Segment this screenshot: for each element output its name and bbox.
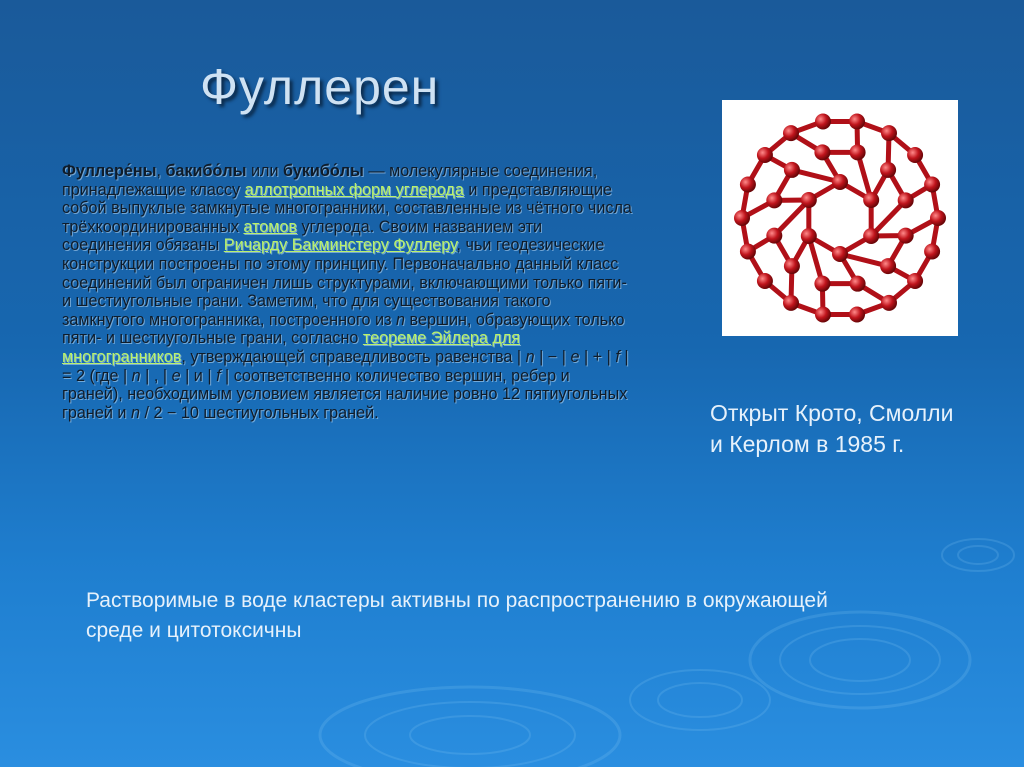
- text-segment: | , |: [140, 366, 172, 385]
- separator: или: [246, 162, 284, 180]
- text-segment: | соответственно количество вершин, ребер и граней), необходимым условием является наличие ровно 12 пятиугольных граней и: [62, 366, 628, 422]
- text-segment: и представляющие собой выпуклые замкнутые многогранники, составленные из чётного числа трёхкоординированных: [62, 180, 632, 236]
- toxicity-note: Растворимые в воде кластеры активны по распространению в окружающей среде и цитотоксичны: [86, 589, 828, 642]
- atom: [784, 162, 800, 178]
- var-f: f: [615, 347, 620, 366]
- text-segment: | − |: [534, 347, 571, 366]
- atom: [814, 144, 830, 160]
- atom: [815, 113, 831, 129]
- atom: [880, 162, 896, 178]
- atom: [783, 295, 799, 311]
- atom: [849, 307, 865, 323]
- var-e: e: [171, 366, 181, 385]
- var-n: n: [131, 366, 141, 385]
- atom: [930, 210, 946, 226]
- atom: [880, 258, 896, 274]
- atom: [740, 244, 756, 260]
- atom: [766, 228, 782, 244]
- link-allotropes[interactable]: аллотропных форм углерода: [244, 180, 464, 199]
- separator: ,: [156, 162, 166, 180]
- atom: [863, 228, 879, 244]
- atom: [881, 295, 897, 311]
- term-fullerenes: Фуллере́ны: [62, 162, 157, 180]
- atom: [907, 147, 923, 163]
- atom: [757, 273, 773, 289]
- atom: [801, 192, 817, 208]
- text-segment: , утверждающей справедливость равенства |: [181, 347, 526, 366]
- atom: [898, 228, 914, 244]
- text-segment: углерода. Своим названием эти соединения обязаны: [62, 217, 543, 255]
- link-fuller[interactable]: Ричарду Бакминстеру Фуллеру: [223, 236, 457, 255]
- atom: [907, 273, 923, 289]
- atom: [757, 147, 773, 163]
- text-segment: , чьи геодезические конструкции построены по этому принципу. Первоначально данный класс соединений был ограничен лишь структурами, включающими только пяти- и шестиугольные грани. Заметим, что для существования такого замкнутого многогранника, построенного из: [62, 236, 627, 329]
- term-buckyballs: букибо́лы: [283, 162, 364, 180]
- text-segment: | = 2 (где |: [62, 347, 629, 385]
- atom: [898, 192, 914, 208]
- term-bakiballs: бакибо́лы: [165, 162, 247, 180]
- text-segment: — молекулярные соединения, принадлежащие классу: [62, 162, 598, 199]
- atom: [832, 246, 848, 262]
- text-segment: | + |: [579, 347, 616, 366]
- atom: [801, 228, 817, 244]
- slide-title: Фуллерен: [200, 59, 440, 115]
- atom: [784, 258, 800, 274]
- var-f: f: [216, 366, 221, 385]
- atom: [924, 176, 940, 192]
- atom: [924, 244, 940, 260]
- atom: [815, 307, 831, 323]
- atom: [766, 192, 782, 208]
- atom: [734, 210, 750, 226]
- var-n: n: [525, 347, 535, 366]
- atom: [850, 144, 866, 160]
- atom: [740, 176, 756, 192]
- var-e: e: [570, 347, 580, 366]
- link-atoms[interactable]: атомов: [243, 217, 298, 236]
- atom: [881, 125, 897, 141]
- description-paragraph: [62, 162, 634, 422]
- text-segment: | и |: [180, 366, 217, 385]
- atom: [814, 276, 830, 292]
- link-euler-theorem[interactable]: теореме Эйлера для многогранников: [62, 329, 521, 366]
- atom: [832, 174, 848, 190]
- atom: [783, 125, 799, 141]
- text-segment: / 2 − 10 шестиугольных граней.: [139, 403, 379, 422]
- var-n: n: [130, 403, 140, 422]
- text-segment: вершин, образующих только пяти- и шестиугольные грани, согласно: [62, 310, 625, 348]
- atom: [863, 192, 879, 208]
- atom: [850, 276, 866, 292]
- discovery-caption: Открыт Крото, Смолли и Керлом в 1985 г.: [710, 400, 954, 457]
- var-n: n: [396, 310, 406, 329]
- atom: [849, 113, 865, 129]
- fullerene-molecule-image: [722, 100, 958, 336]
